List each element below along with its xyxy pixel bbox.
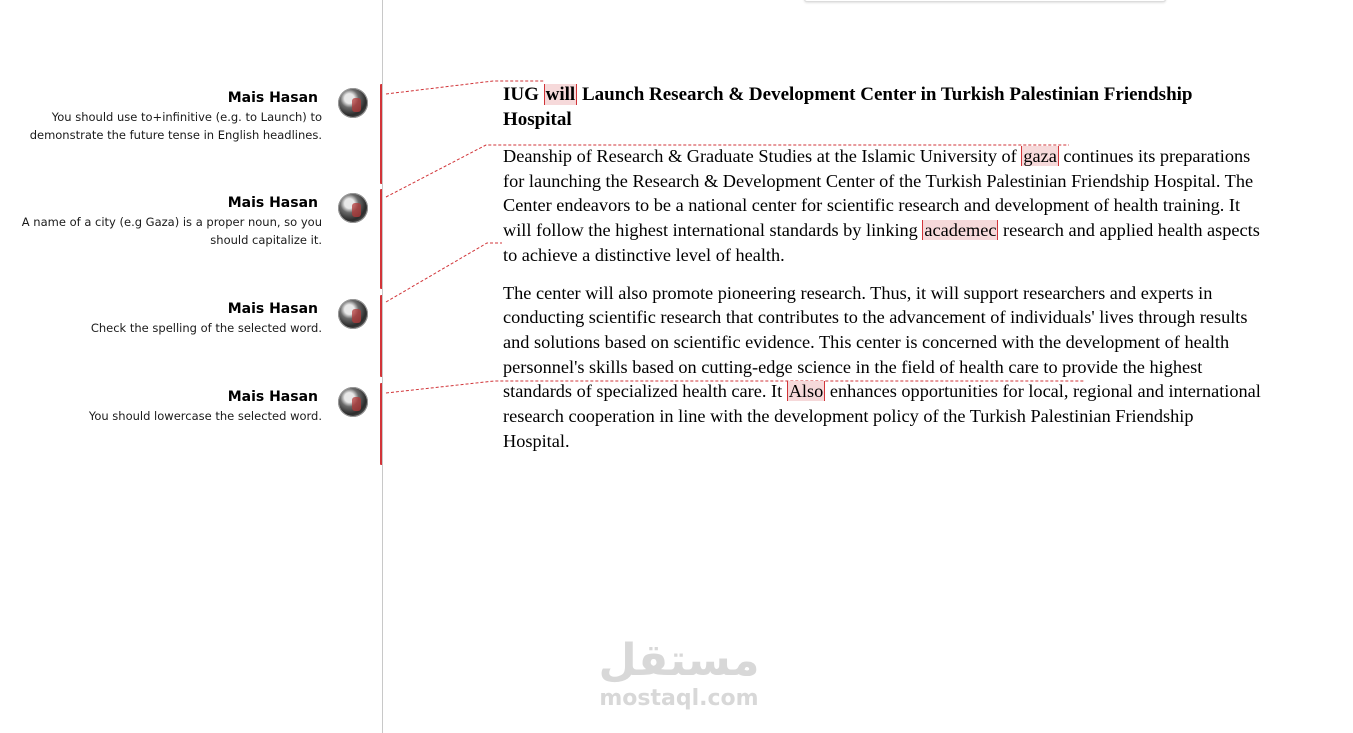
watermark-site: mostaql.com: [599, 686, 759, 711]
user-avatar-icon: [338, 193, 368, 223]
comment-author: Mais Hasan: [227, 301, 318, 317]
comment-card[interactable]: [0, 84, 382, 184]
headline-text: Launch Research & Development Center in Turkish Palestinian Friendship Hospital: [503, 84, 1193, 130]
comment-text: A name of a city (e.g Gaza) is a proper noun, so you should capitalize it.: [21, 215, 322, 247]
comment-text: Check the spelling of the selected word.: [90, 321, 322, 335]
commented-word[interactable]: academec: [924, 220, 997, 241]
commented-word[interactable]: gaza: [1023, 146, 1057, 166]
paragraph-text: continues its preparations for launching the Research & Development Center of the Turkish Palestinian Friendship Hospital. The Center endeavors to be a national center for scientific research and development of health training. It will follow the highest international standards by linking: [503, 146, 1254, 241]
paragraph: [503, 281, 1263, 454]
comment-text: You should lowercase the selected word.: [88, 409, 322, 423]
headline-text: IUG: [503, 84, 544, 105]
user-avatar-icon: [338, 299, 368, 329]
watermark-logo: مستقل: [598, 635, 760, 686]
comment-author: Mais Hasan: [227, 389, 318, 405]
user-avatar-icon: [338, 387, 368, 417]
headline: [503, 82, 1263, 132]
document-body[interactable]: [503, 82, 1263, 453]
comment-card[interactable]: [0, 189, 382, 289]
commented-word[interactable]: Also: [788, 381, 824, 402]
watermark: [594, 636, 764, 712]
commented-word[interactable]: will: [545, 84, 576, 105]
comment-card[interactable]: [0, 383, 382, 465]
comment-author: Mais Hasan: [227, 90, 318, 106]
comment-card[interactable]: [0, 295, 382, 377]
comments-pane: [0, 0, 382, 733]
user-avatar-icon: [338, 88, 368, 118]
paragraph-text: enhances opportunities for local, regional and international research cooperation in line with the development policy of the Turkish Palestinian Friendship Hospital.: [503, 381, 1261, 451]
paragraph-text: The center will also promote pioneering research. Thus, it will support researchers and experts in conducting scientific research that contributes to the advancement of individuals' lives through results and solutions based on scientific evidence. This center is concerned with the development of health personnel's skills based on cutting-edge science in the field of health care to provide the highest standards of specialized health care. It: [503, 282, 1248, 402]
paragraph-text: research and applied health aspects to achieve a distinctive level of health.: [503, 220, 1260, 265]
comment-text: You should use to+infinitive (e.g. to Launch) to demonstrate the future tense in English headlines.: [29, 110, 322, 142]
paragraph: [503, 144, 1263, 268]
comment-author: Mais Hasan: [227, 195, 318, 211]
floating-toolbar-edge: [804, 0, 1166, 2]
paragraph-text: Deanship of Research & Graduate Studies at the Islamic University of: [503, 146, 1022, 166]
